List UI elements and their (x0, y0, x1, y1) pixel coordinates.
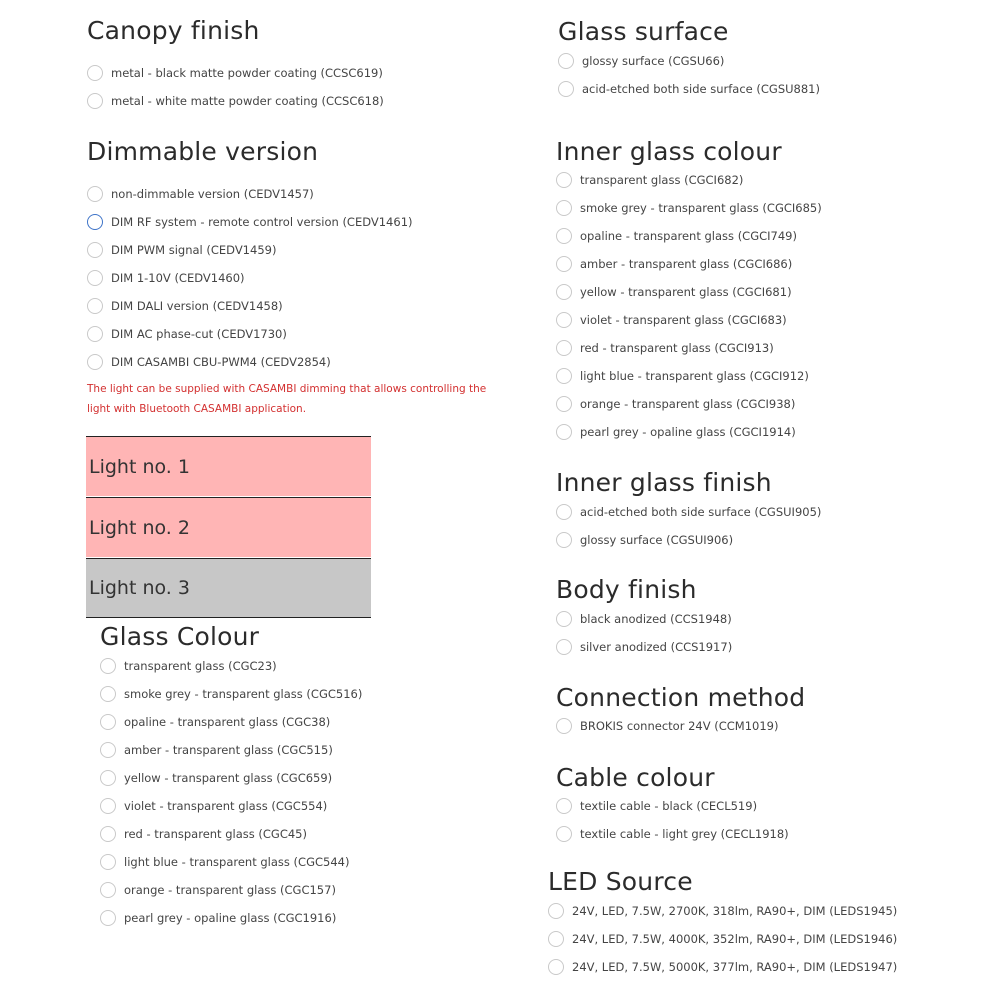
radio-button[interactable] (556, 532, 572, 548)
radio-button[interactable] (100, 882, 116, 898)
body-finish-option[interactable] (556, 637, 732, 657)
option-label: DIM 1-10V (CEDV1460) (111, 271, 245, 285)
option-label: amber - transparent glass (CGC515) (124, 743, 333, 757)
radio-button[interactable] (556, 284, 572, 300)
option-label: DIM PWM signal (CEDV1459) (111, 243, 277, 257)
inner-glass-colour-option[interactable] (556, 226, 797, 246)
radio-button[interactable] (100, 854, 116, 870)
option-label: black anodized (CCS1948) (580, 612, 732, 626)
dimmable-version-option[interactable] (87, 324, 287, 344)
glass-colour-option[interactable] (100, 740, 333, 760)
inner-glass-colour-option[interactable] (556, 254, 792, 274)
inner-glass-colour-option[interactable] (556, 282, 792, 302)
tab-light-1[interactable]: Light no. 1 (86, 436, 371, 496)
option-label: red - transparent glass (CGCI913) (580, 341, 774, 355)
glass-surface-title: Glass surface (558, 17, 729, 46)
inner-glass-colour-title: Inner glass colour (556, 137, 782, 166)
cable-colour-title: Cable colour (556, 763, 715, 792)
radio-button[interactable] (556, 228, 572, 244)
glass-surface-option[interactable] (558, 51, 724, 71)
tab-light-2[interactable]: Light no. 2 (86, 497, 371, 557)
glass-colour-option[interactable] (100, 712, 330, 732)
radio-button[interactable] (87, 326, 103, 342)
radio-button[interactable] (556, 340, 572, 356)
option-label: textile cable - light grey (CECL1918) (580, 827, 789, 841)
option-label: red - transparent glass (CGC45) (124, 827, 307, 841)
radio-button[interactable] (100, 686, 116, 702)
radio-button[interactable] (100, 714, 116, 730)
dimmable-version-option[interactable] (87, 240, 276, 260)
radio-button[interactable] (556, 172, 572, 188)
radio-button[interactable] (556, 639, 572, 655)
radio-button[interactable] (556, 826, 572, 842)
radio-button[interactable] (87, 65, 103, 81)
radio-button[interactable] (556, 798, 572, 814)
inner-glass-finish-option[interactable] (556, 502, 821, 522)
inner-glass-colour-option[interactable] (556, 338, 774, 358)
option-label: opaline - transparent glass (CGC38) (124, 715, 331, 729)
glass-colour-option[interactable] (100, 656, 277, 676)
connection-method-option[interactable] (556, 716, 778, 736)
radio-button[interactable] (556, 200, 572, 216)
connection-method-title: Connection method (556, 683, 806, 712)
radio-button[interactable] (556, 396, 572, 412)
glass-colour-option[interactable] (100, 852, 349, 872)
radio-button[interactable] (558, 81, 574, 97)
option-label: yellow - transparent glass (CGCI681) (580, 285, 792, 299)
dimmable-version-option[interactable] (87, 184, 314, 204)
option-label: orange - transparent glass (CGCI938) (580, 397, 796, 411)
radio-button[interactable] (100, 798, 116, 814)
option-label: transparent glass (CGCI682) (580, 173, 744, 187)
option-label: DIM CASAMBI CBU-PWM4 (CEDV2854) (111, 355, 331, 369)
radio-button[interactable] (556, 504, 572, 520)
dimmable-version-option[interactable] (87, 296, 283, 316)
radio-button[interactable] (548, 903, 564, 919)
option-label: amber - transparent glass (CGCI686) (580, 257, 793, 271)
option-label: pearl grey - opaline glass (CGC1916) (124, 911, 337, 925)
radio-button[interactable] (87, 242, 103, 258)
glass-colour-option[interactable] (100, 880, 336, 900)
option-label: violet - transparent glass (CGCI683) (580, 313, 787, 327)
inner-glass-colour-option[interactable] (556, 170, 743, 190)
option-label: acid-etched both side surface (CGSUI905) (580, 505, 822, 519)
inner-glass-colour-option[interactable] (556, 198, 822, 218)
option-label: non-dimmable version (CEDV1457) (111, 187, 314, 201)
option-label: light blue - transparent glass (CGCI912) (580, 369, 809, 383)
option-label: DIM AC phase-cut (CEDV1730) (111, 327, 287, 341)
radio-button[interactable] (87, 298, 103, 314)
canopy-finish-option[interactable] (87, 91, 384, 111)
option-label: glossy surface (CGSUI906) (580, 533, 734, 547)
option-label: opaline - transparent glass (CGCI749) (580, 229, 797, 243)
option-label: glossy surface (CGSU66) (582, 54, 725, 68)
radio-button[interactable] (87, 93, 103, 109)
dimmable-version-option[interactable] (87, 352, 331, 372)
radio-button[interactable] (556, 256, 572, 272)
option-label: yellow - transparent glass (CGC659) (124, 771, 333, 785)
glass-colour-option[interactable] (100, 824, 307, 844)
option-label: pearl grey - opaline glass (CGCI1914) (580, 425, 796, 439)
option-label: violet - transparent glass (CGC554) (124, 799, 328, 813)
option-label: metal - white matte powder coating (CCSC618) (111, 94, 384, 108)
radio-button[interactable] (87, 186, 103, 202)
glass-colour-option[interactable] (100, 768, 332, 788)
option-label: smoke grey - transparent glass (CGCI685) (580, 201, 822, 215)
casambi-note: The light can be supplied with CASAMBI dimming that allows controlling the light with Bluetooth CASAMBI application. (87, 383, 487, 415)
option-label: acid-etched both side surface (CGSU881) (582, 82, 820, 96)
radio-button[interactable] (556, 611, 572, 627)
radio-button[interactable] (100, 742, 116, 758)
led-source-option[interactable] (548, 957, 897, 977)
option-label: BROKIS connector 24V (CCM1019) (580, 719, 779, 733)
option-label: orange - transparent glass (CGC157) (124, 883, 336, 897)
radio-button[interactable] (556, 718, 572, 734)
option-label: smoke grey - transparent glass (CGC516) (124, 687, 363, 701)
option-label: textile cable - black (CECL519) (580, 799, 758, 813)
radio-button[interactable] (87, 354, 103, 370)
radio-button[interactable] (548, 931, 564, 947)
radio-button[interactable] (100, 770, 116, 786)
tab-light-3[interactable]: Light no. 3 (86, 558, 371, 618)
dimmable-version-title: Dimmable version (87, 137, 319, 166)
inner-glass-colour-option[interactable] (556, 366, 809, 386)
led-source-option[interactable] (548, 901, 897, 921)
radio-button[interactable] (558, 53, 574, 69)
option-label: transparent glass (CGC23) (124, 659, 277, 673)
inner-glass-colour-option[interactable] (556, 394, 795, 414)
body-finish-option[interactable] (556, 609, 732, 629)
radio-button[interactable] (100, 826, 116, 842)
inner-glass-colour-option[interactable] (556, 422, 796, 442)
radio-button[interactable] (100, 658, 116, 674)
inner-glass-finish-option[interactable] (556, 530, 733, 550)
dimmable-version-option[interactable] (87, 268, 245, 288)
option-label: metal - black matte powder coating (CCSC619) (111, 66, 383, 80)
glass-colour-option[interactable] (100, 908, 336, 928)
cable-colour-option[interactable] (556, 796, 757, 816)
radio-button[interactable] (556, 368, 572, 384)
led-source-title: LED Source (548, 867, 693, 896)
body-finish-title: Body finish (556, 575, 697, 604)
dimmable-version-option[interactable] (87, 212, 413, 232)
inner-glass-finish-title: Inner glass finish (556, 468, 772, 497)
radio-button[interactable] (100, 910, 116, 926)
radio-button[interactable] (556, 424, 572, 440)
option-label: silver anodized (CCS1917) (580, 640, 733, 654)
glass-colour-option[interactable] (100, 684, 362, 704)
radio-button[interactable] (556, 312, 572, 328)
radio-button[interactable] (548, 959, 564, 975)
glass-surface-option[interactable] (558, 79, 820, 99)
glass-colour-option[interactable] (100, 796, 327, 816)
inner-glass-colour-option[interactable] (556, 310, 787, 330)
led-source-option[interactable] (548, 929, 897, 949)
option-label: light blue - transparent glass (CGC544) (124, 855, 350, 869)
option-label: DIM RF system - remote control version (CEDV1461) (111, 215, 413, 229)
option-label: 24V, LED, 7.5W, 2700K, 318lm, RA90+, DIM (LEDS1945) (572, 904, 898, 918)
radio-button[interactable] (87, 214, 103, 230)
option-label: 24V, LED, 7.5W, 5000K, 377lm, RA90+, DIM (LEDS1947) (572, 960, 898, 974)
canopy-finish-option[interactable] (87, 63, 383, 83)
canopy-finish-title: Canopy finish (87, 16, 260, 45)
option-label: DIM DALI version (CEDV1458) (111, 299, 283, 313)
glass-colour-title: Glass Colour (100, 622, 260, 651)
cable-colour-option[interactable] (556, 824, 789, 844)
radio-button[interactable] (87, 270, 103, 286)
option-label: 24V, LED, 7.5W, 4000K, 352lm, RA90+, DIM (LEDS1946) (572, 932, 898, 946)
